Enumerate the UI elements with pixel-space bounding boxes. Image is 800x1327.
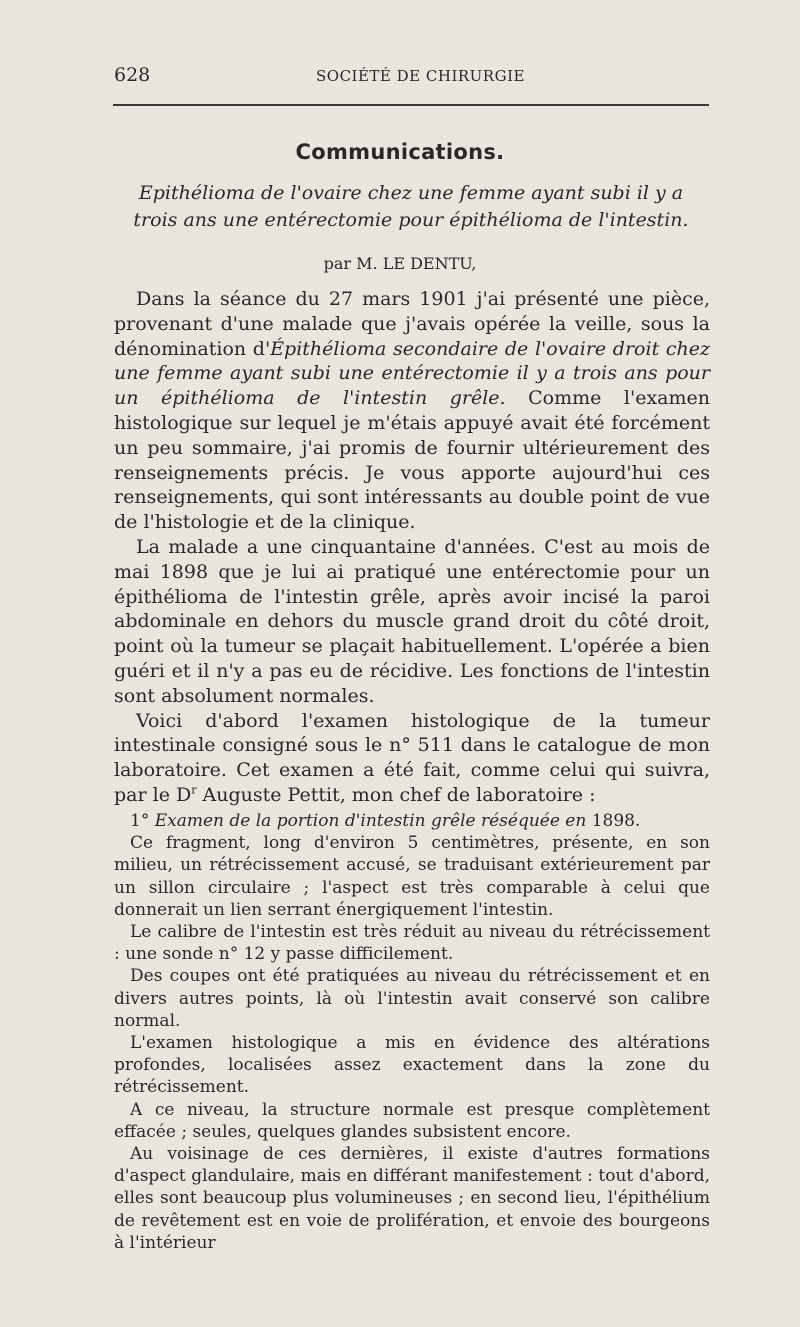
page-number: 628 [114,64,151,86]
paragraph-1-end: Comme l'examen histologique sur lequel je m'étais appuyé avait été forcément un peu sommaire, j'ai promis de fournir ultérieurement des renseignements précis. Je vous apporte aujourd'hui ces renseignements, qui sont intéressants au double point de vue de l'histologie et de la clinique. [114,387,710,534]
section-title: Communications. [295,140,505,164]
article-title-line-2: trois ans une entérectomie pour épithélioma de l'intestin. [133,209,689,231]
article-author: par M. LE DENTU, [323,254,477,273]
article-title [113,180,709,234]
running-head: SOCIÉTÉ DE CHIRURGIE [316,67,525,85]
paragraph-2: La malade a une cinquantaine d'années. C'est au mois de mai 1898 que je lui ai pratiqué une entérectomie pour un épithélioma de l'intestin grêle, après avoir incisé la paroi abdominale en dehors du muscle grand droit du côté droit, point où la tumeur se plaçait habituellement. L'opérée a bien guéri et il n'y a pas eu de récidive. Les fonctions de l'intestin sont absolument normales. [114,535,710,707]
report-heading-italic: Examen de la portion d'intestin grêle réséquée en [154,811,587,831]
paragraph-3 [114,709,710,808]
header-rule [113,104,709,106]
paragraph-3-end: Auguste Pettit, mon chef de laboratoire : [196,783,596,806]
report-paragraph-2: Le calibre de l'intestin est très réduit au niveau du rétrécissement : une sonde n° 12 y passe difficilement. [114,922,710,965]
article-title-line-1: Epithélioma de l'ovaire chez une femme ayant subi il y a [138,182,684,204]
report-heading-year: 1898. [586,811,641,831]
paragraph-3-superscript: r [191,783,197,797]
report-paragraph-5: A ce niveau, la structure normale est presque complètement effacée ; seules, quelques glandes subsistent encore. [114,1099,710,1142]
report-paragraph-3: Des coupes ont été pratiquées au niveau du rétrécissement et en divers autres points, là où l'intestin avait conservé son calibre normal. [114,966,710,1031]
histology-report [114,810,710,1254]
paragraph-1-italic-title: Épithélioma secondaire de l'ovaire droit chez une femme ayant subi une entérectomie il y a trois ans pour un épithélioma de l'intestin grêle. [114,337,711,410]
main-text [114,287,710,808]
report-paragraph-1: Ce fragment, long d'environ 5 centimètres, présente, en son milieu, un rétrécissement accusé, se traduisant extérieurement par un sillon circulaire ; l'aspect est très comparable à celui que donnerait un lien serrant énergiquement l'intestin. [114,833,710,920]
paragraph-1 [114,287,710,535]
report-heading-number: 1° [130,811,155,831]
paragraph-3-start: Voici d'abord l'examen histologique de la tumeur intestinale consigné sous le n° 511 dans le catalogue de mon laboratoire. Cet examen a été fait, comme celui qui suivra, par le D [114,709,710,806]
report-paragraph-6: Au voisinage de ces dernières, il existe d'autres formations d'aspect glandulaire, mais en différant manifestement : tout d'abord, elles sont beaucoup plus volumineuses ; en second lieu, l'épithélium de revêtement est en voie de prolifération, et envoie des bourgeons à l'intérieur [114,1144,710,1253]
report-heading [114,810,710,832]
report-paragraph-4: L'examen histologique a mis en évidence des altérations profondes, localisées assez exactement dans la zone du rétrécissement. [114,1033,710,1098]
paragraph-1-start: Dans la séance du 27 mars 1901 j'ai présenté une pièce, provenant d'une malade que j'avais opérée la veille, sous la dénomination d' [114,288,710,360]
